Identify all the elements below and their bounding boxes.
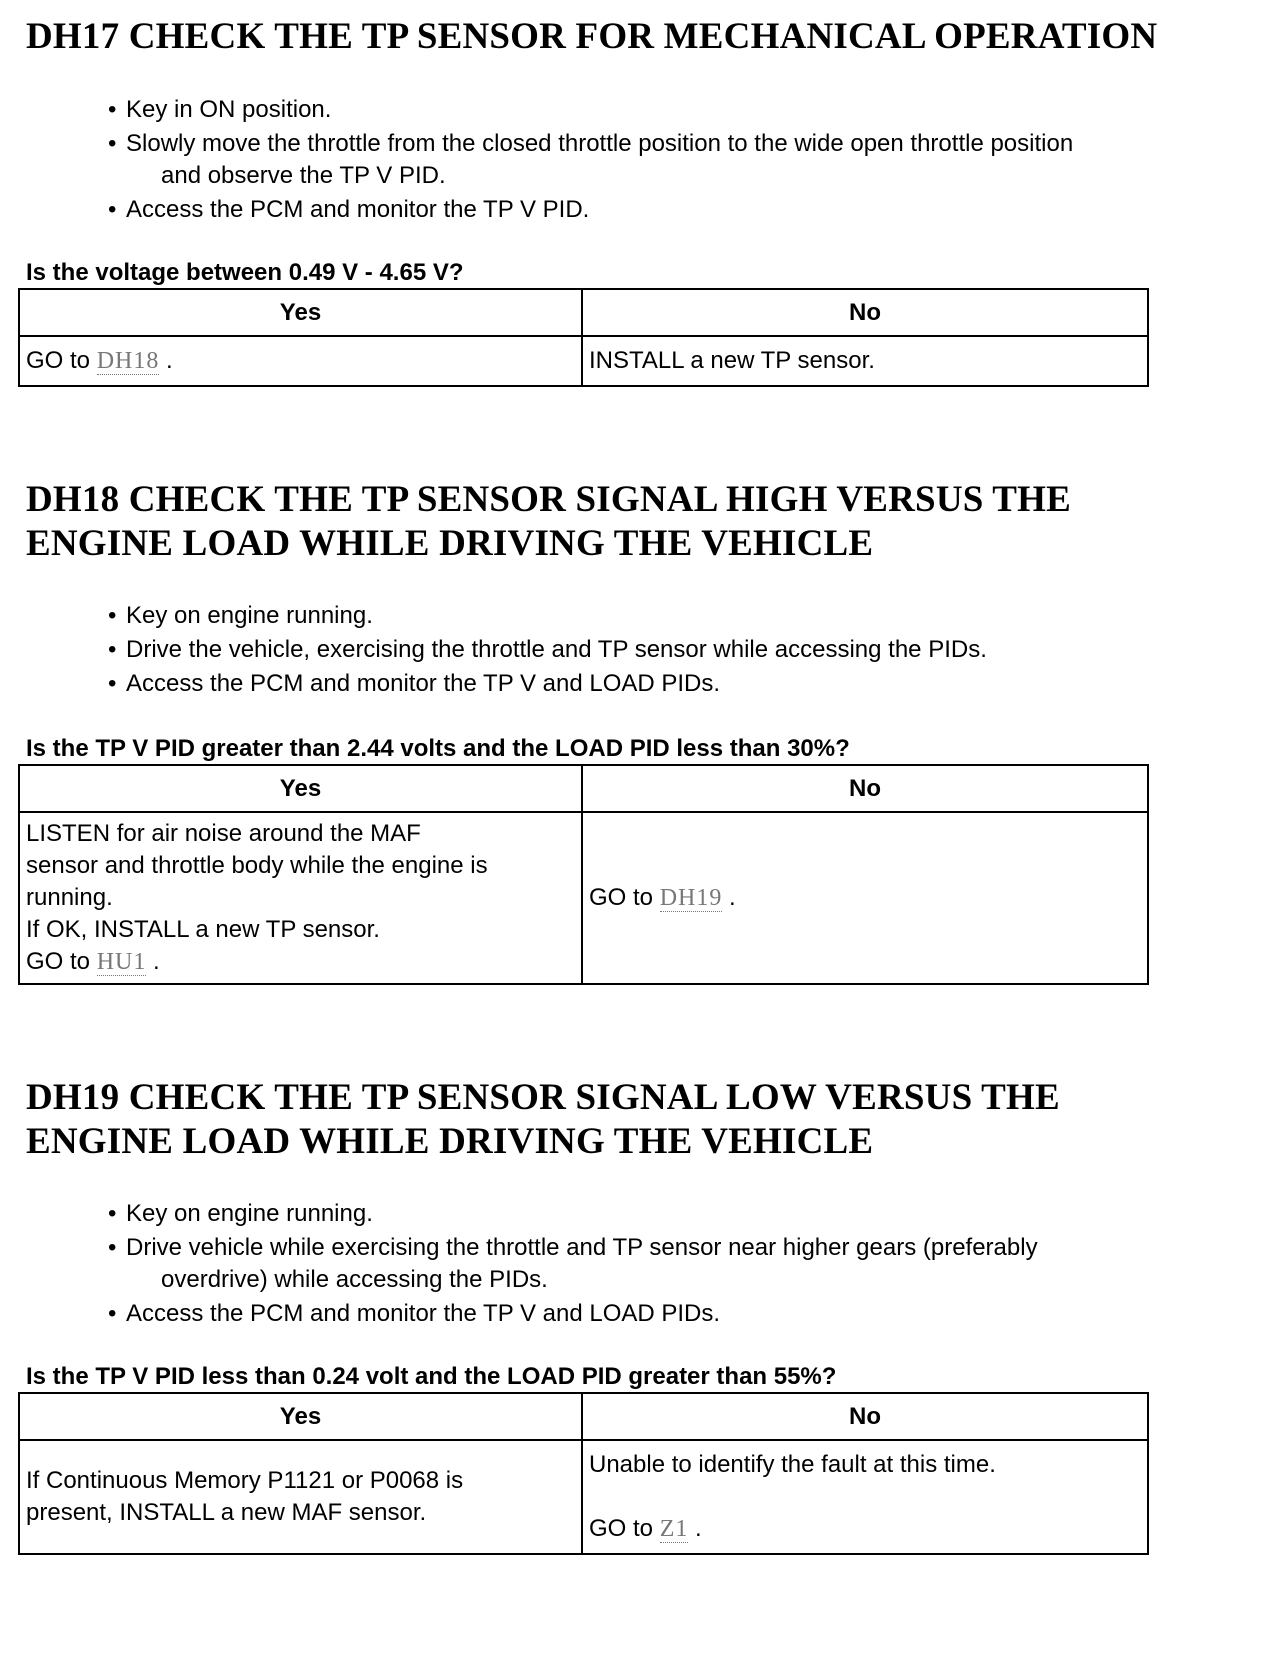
dh18-heading: DH18 CHECK THE TP SENSOR SIGNAL HIGH VERSUS THE ENGINE LOAD WHILE DRIVING THE VEHICLE: [26, 479, 1072, 564]
dh19-question: Is the TP V PID less than 0.24 volt and the LOAD PID greater than 55%?: [26, 1363, 837, 1390]
hu1-link[interactable]: HU1: [96, 949, 147, 975]
dh18-link[interactable]: DH18: [96, 348, 160, 374]
no-header: No: [582, 1393, 1148, 1440]
dh19-link[interactable]: DH19: [659, 885, 723, 911]
dh17-result-table: [18, 288, 1149, 387]
dh17-heading: DH17 CHECK THE TP SENSOR FOR MECHANICAL OPERATION: [26, 16, 1158, 57]
dh18-result-table: [18, 764, 1149, 985]
yes-cell: If Continuous Memory P1121 or P0068 is present, INSTALL a new MAF sensor.: [19, 1440, 582, 1554]
no-cell: Unable to identify the fault at this time. GO to Z1 .: [582, 1440, 1148, 1554]
list-item: • Slowly move the throttle from the closed throttle position to the wide open throttle position and observe the TP V PID.: [108, 128, 1073, 192]
list-item: • Key in ON position.: [108, 94, 1073, 126]
yes-cell: GO to DH18 .: [19, 336, 582, 386]
yes-cell: LISTEN for air noise around the MAF sensor and throttle body while the engine is running. If OK, INSTALL a new TP sensor. GO to HU1 .: [19, 812, 582, 984]
list-item: • Access the PCM and monitor the TP V and LOAD PIDs.: [108, 1298, 1038, 1330]
dh19-result-table: [18, 1392, 1149, 1555]
no-header: No: [582, 765, 1148, 812]
list-item: • Key on engine running.: [108, 1198, 1038, 1230]
list-item: • Key on engine running.: [108, 600, 987, 632]
no-cell: GO to DH19 .: [582, 812, 1148, 984]
dh18-question: Is the TP V PID greater than 2.44 volts and the LOAD PID less than 30%?: [26, 735, 850, 762]
yes-header: Yes: [19, 1393, 582, 1440]
list-item: • Access the PCM and monitor the TP V PID.: [108, 194, 1073, 226]
list-item: • Access the PCM and monitor the TP V and LOAD PIDs.: [108, 668, 987, 700]
dh19-heading: DH19 CHECK THE TP SENSOR SIGNAL LOW VERSUS THE ENGINE LOAD WHILE DRIVING THE VEHICLE: [26, 1077, 1060, 1162]
dh19-steps: [108, 1198, 1038, 1332]
yes-header: Yes: [19, 289, 582, 336]
no-cell: INSTALL a new TP sensor.: [582, 336, 1148, 386]
dh18-steps: [108, 600, 987, 702]
list-item: • Drive the vehicle, exercising the throttle and TP sensor while accessing the PIDs.: [108, 634, 987, 666]
list-item: • Drive vehicle while exercising the throttle and TP sensor near higher gears (preferably overdrive) while accessing the PIDs.: [108, 1232, 1038, 1296]
dh17-steps: [108, 94, 1073, 228]
yes-header: Yes: [19, 765, 582, 812]
no-header: No: [582, 289, 1148, 336]
dh17-question: Is the voltage between 0.49 V - 4.65 V?: [26, 259, 464, 286]
z1-link[interactable]: Z1: [659, 1516, 689, 1542]
